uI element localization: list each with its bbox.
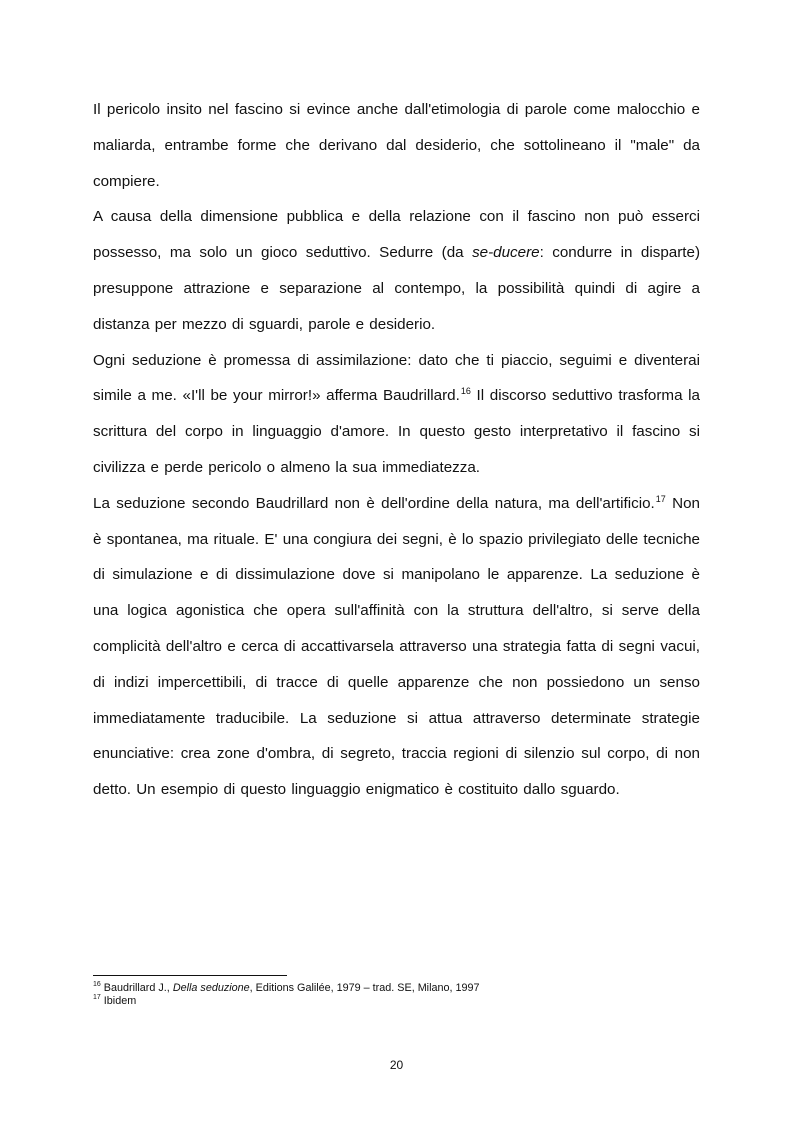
paragraph-4-text-a: La seduzione secondo Baudrillard non è dell'ordine della natura, ma dell'artificio. [93, 494, 655, 512]
footnote-book-title: Della seduzione [172, 982, 250, 994]
footnote-number: 16 [93, 981, 101, 989]
paragraph-4 [93, 486, 700, 808]
footnote-divider [93, 975, 287, 976]
paragraph-2-text-b: : condurre in disparte) presuppone attrazione e separazione al contempo, la possibilità quindi di agire a distanza per mezzo di sguardi, parole e desiderio. [93, 244, 700, 333]
paragraph-2-italic-term: se-ducere [472, 244, 540, 262]
footnote-text: Ibidem [103, 995, 137, 1007]
paragraph-3-text-b: Il discorso seduttivo trasforma la scrittura del corpo in linguaggio d'amore. In questo gesto interpretativo il fascino si civilizza e perde pericolo o almeno la sua immediatezza. [93, 387, 700, 476]
footnote-number: 17 [93, 994, 101, 1002]
paragraph-3 [93, 343, 700, 486]
paragraph-4-text-b: Non è spontanea, ma rituale. E' una congiura dei segni, è lo spazio privilegiato delle tecniche di simulazione e di dissimulazione dove si manipolano le apparenze. La seduzione è una logica agonistica che opera sull'affinità con la struttura dell'altro, si serve della complicità dell'altro e cerca di accattivarsela attraverso una strategia fatta di segni vacui, di indizi impercettibili, di tracce di quelle apparenze che non possiedono un senso immediatamente traducibile. La seduzione si attua attraverso determinate strategie enunciative: crea zone d'ombra, di segreto, traccia regioni di silenzio sul corpo, di non detto. Un esempio di questo linguaggio enigmatico è costituito dallo sguardo. [93, 494, 700, 799]
footnote-text: , Editions Galilée, 1979 – trad. SE, Milano, 1997 [249, 982, 480, 994]
paragraph-2-text-a: A causa della dimensione pubblica e della relazione con il fascino non può esserci possesso, ma solo un gioco seduttivo. Sedurre (da [93, 208, 700, 262]
footnote-17 [93, 995, 713, 1008]
paragraph-2 [93, 199, 700, 342]
paragraph-1 [93, 92, 700, 199]
paragraph-1-text: Il pericolo insito nel fascino si evince anche dall'etimologia di parole come malocchio e maliarda, entrambe forme che derivano dal desiderio, che sottolineano il "male" da compiere. [93, 101, 700, 190]
footnote-text: Baudrillard J., [103, 982, 173, 994]
body-text [93, 92, 700, 808]
footnote-ref-16[interactable]: 16 [460, 386, 471, 397]
footnotes [93, 982, 713, 1008]
page-number: 20 [389, 1058, 404, 1072]
footnote-ref-17[interactable]: 17 [655, 493, 666, 504]
paragraph-3-text-a: Ogni seduzione è promessa di assimilazione: dato che ti piaccio, seguimi e diventerai simile a me. «I'll be your mirror!» afferma Baudrillard. [93, 351, 700, 405]
footnote-16 [93, 982, 713, 995]
